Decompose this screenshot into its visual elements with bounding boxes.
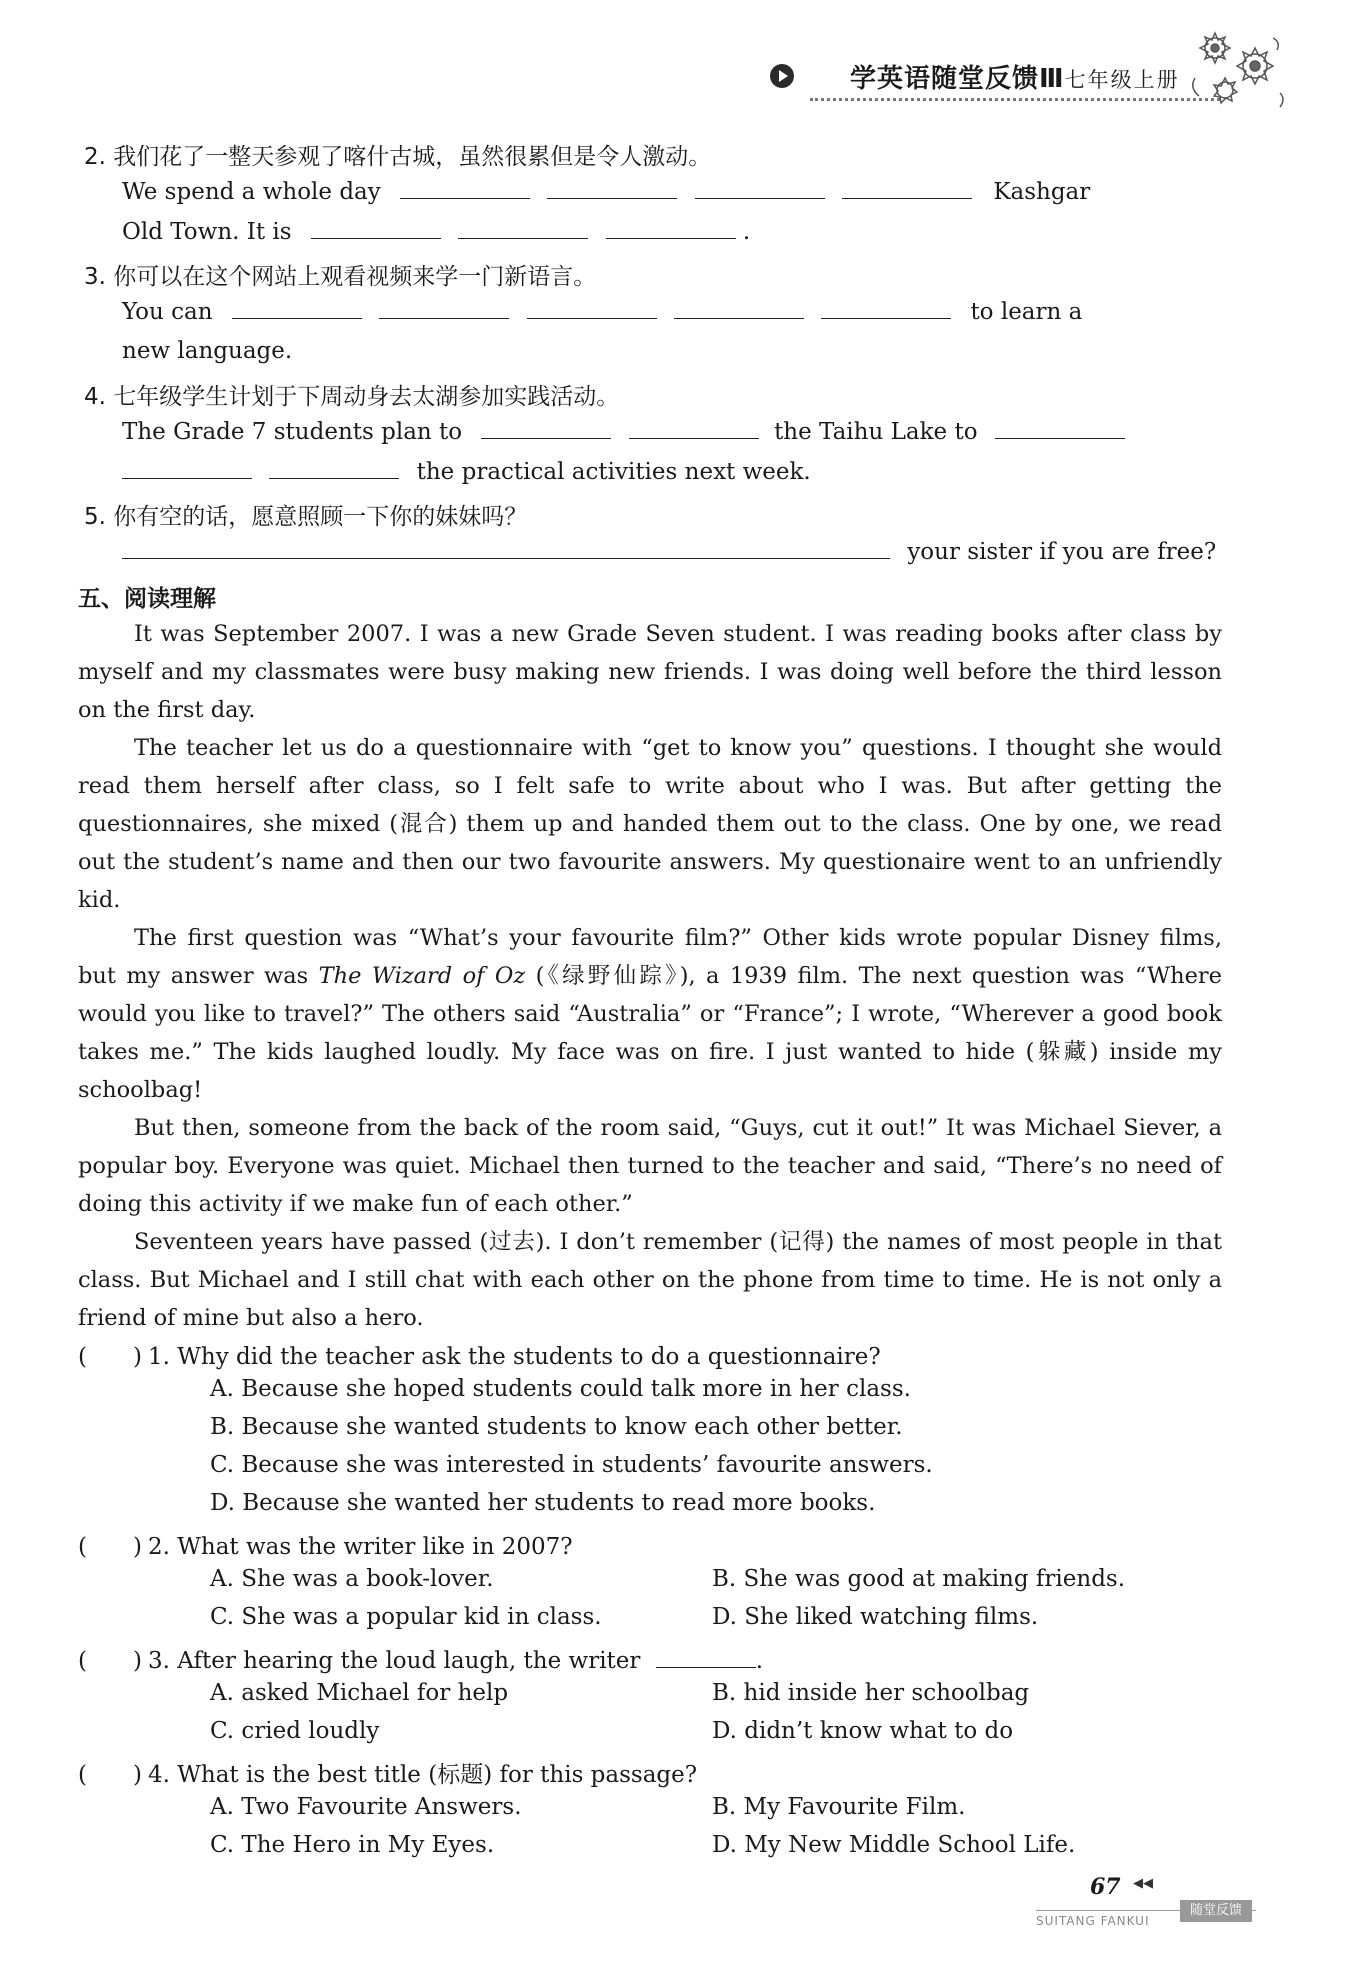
paragraph-text: It was September 2007. I was a new Grade Seven student. I was reading books after class by myself and my classmates were busy making new friends. I was doing well before the third lesson on the first day. <box>78 621 1222 723</box>
question-stem: 4. What is the best title (标题) for this passage? <box>148 1762 698 1788</box>
double-arrow-left-icon: ◀◀ <box>1133 1876 1153 1891</box>
blank[interactable] <box>842 178 972 199</box>
blank[interactable] <box>481 418 611 439</box>
answer-bracket[interactable]: ( ) <box>78 1534 142 1560</box>
blank[interactable] <box>629 418 759 439</box>
blank[interactable] <box>995 418 1125 439</box>
blank[interactable] <box>458 218 588 239</box>
item-4-chinese: 4. 七年级学生计划于下周动身去太湖参加实践活动。 <box>84 384 620 410</box>
item-3-text-end: to learn a <box>970 299 1083 325</box>
film-title: The Wizard of Oz <box>318 963 526 989</box>
blank[interactable] <box>269 458 399 479</box>
option: C. Because she was interested in students’ favourite answers. <box>210 1452 933 1478</box>
item-4-text-end: the practical activities next week. <box>416 459 811 485</box>
blank[interactable] <box>379 298 509 319</box>
question-2 <box>78 1528 573 1561</box>
blank[interactable] <box>674 298 804 319</box>
question-4 <box>78 1756 697 1789</box>
option: D. Because she wanted her students to read more books. <box>210 1490 876 1516</box>
item-2-line-1 <box>122 178 1090 205</box>
blank[interactable] <box>695 178 825 199</box>
passage-paragraph-4 <box>78 1109 1222 1223</box>
paragraph-text: The teacher let us do a questionnaire with “get to know you” questions. I thought she would read them herself after class, so I felt safe to write about who I was. But after getting the questionnaires, she mixed (混合) them up and handed them out to the class. One by one, we read out the student’s name and then our two favourite answers. My questionaire went to an unfriendly kid. <box>78 735 1222 913</box>
option: B. She was good at making friends. <box>712 1566 1126 1592</box>
option: D. didn’t know what to do <box>712 1718 1014 1744</box>
option: D. She liked watching films. <box>712 1604 1039 1630</box>
passage-paragraph-2 <box>78 729 1222 919</box>
paragraph-text: The first question was “What’s your favourite film?” Other kids wrote popular Disney films, but my answer was The Wizard of Oz (《绿野仙踪》), a 1939 film. The next question was “Where would you like to travel?” The others said “Australia” or “France”; I wrote, “Wherever a good book takes me.” The kids laughed loudly. My face was on fire. I just wanted to hide (躲藏) inside my schoolbag! <box>78 925 1222 1103</box>
blank[interactable] <box>232 298 362 319</box>
answer-bracket[interactable]: ( ) <box>78 1648 142 1674</box>
answer-bracket[interactable]: ( ) <box>78 1344 142 1370</box>
paragraph-text: But then, someone from the back of the room said, “Guys, cut it out!” It was Michael Siever, a popular boy. Everyone was quiet. Michael then turned to the teacher and said, “There’s no need of doing this activity if we make fun of each other.” <box>78 1115 1222 1217</box>
option: C. The Hero in My Eyes. <box>210 1832 495 1858</box>
blank[interactable] <box>122 538 890 559</box>
section-title: 五、阅读理解 <box>78 586 216 612</box>
item-3-chinese: 3. 你可以在这个网站上观看视频来学一门新语言。 <box>84 264 597 290</box>
blank[interactable] <box>122 458 252 479</box>
item-2-text-end: Kashgar <box>993 179 1091 205</box>
blank[interactable] <box>656 1647 756 1668</box>
question-stem: 3. After hearing the loud laugh, the writer <box>148 1648 641 1674</box>
blank[interactable] <box>547 178 677 199</box>
option: C. cried loudly <box>210 1718 380 1744</box>
blank[interactable] <box>527 298 657 319</box>
option: B. My Favourite Film. <box>712 1794 966 1820</box>
answer-bracket[interactable]: ( ) <box>78 1762 142 1788</box>
option: A. Because she hoped students could talk more in her class. <box>210 1376 911 1402</box>
question-stem: 1. Why did the teacher ask the students to do a questionnaire? <box>148 1344 881 1370</box>
passage-paragraph-3 <box>78 919 1222 1109</box>
item-4-line-1 <box>122 418 1125 445</box>
option: A. She was a book-lover. <box>210 1566 494 1592</box>
question-1 <box>78 1338 881 1371</box>
page-number: 67 <box>1090 1874 1121 1900</box>
item-4-text-start: The Grade 7 students plan to <box>122 419 463 445</box>
item-3-line-2: new language. <box>122 338 293 364</box>
flower-decoration-icon <box>1185 18 1295 118</box>
item-2-period: . <box>742 219 751 245</box>
item-2-chinese: 2. 我们花了一整天参观了喀什古城，虽然很累但是令人激动。 <box>84 144 712 170</box>
option: B. hid inside her schoolbag <box>712 1680 1030 1706</box>
option: C. She was a popular kid in class. <box>210 1604 602 1630</box>
item-5-chinese: 5. 你有空的话，愿意照顾一下你的妹妹吗？ <box>84 504 528 530</box>
footer-badge: 随堂反馈 <box>1180 1900 1252 1922</box>
blank[interactable] <box>821 298 951 319</box>
item-3-line-1 <box>122 298 1082 325</box>
item-5-line-1 <box>122 538 1216 565</box>
book-subtitle: 七年级上册 <box>1064 68 1180 92</box>
passage-paragraph-5 <box>78 1223 1222 1337</box>
book-title: 学英语随堂反馈Ⅲ七年级上册 <box>850 64 1180 94</box>
option: A. asked Michael for help <box>210 1680 509 1706</box>
item-2-text-line2: Old Town. It is <box>122 219 292 245</box>
footer-series-name: SUITANG FANKUI <box>1036 1914 1150 1928</box>
blank[interactable] <box>400 178 530 199</box>
option: D. My New Middle School Life. <box>712 1832 1076 1858</box>
option: B. Because she wanted students to know each other better. <box>210 1414 903 1440</box>
passage-paragraph-1 <box>78 615 1222 729</box>
item-4-line-2 <box>122 458 811 485</box>
blank[interactable] <box>311 218 441 239</box>
question-stem: 2. What was the writer like in 2007? <box>148 1534 573 1560</box>
question-stem-end: . <box>755 1648 764 1674</box>
header-dotted-rule <box>810 98 1220 101</box>
item-5-text-end: your sister if you are free? <box>907 539 1217 565</box>
question-3 <box>78 1642 763 1675</box>
item-4-text-mid: the Taihu Lake to <box>774 419 978 445</box>
option: A. Two Favourite Answers. <box>210 1794 522 1820</box>
paragraph-text: Seventeen years have passed (过去). I don’t remember (记得) the names of most people in that class. But Michael and I still chat with each other on the phone from time to time. He is not only a friend of mine but also a hero. <box>78 1229 1222 1331</box>
item-2-line-2 <box>122 218 750 245</box>
blank[interactable] <box>606 218 736 239</box>
item-2-text-start: We spend a whole day <box>122 179 381 205</box>
item-3-text-start: You can <box>122 299 213 325</box>
play-bullet-icon <box>770 64 794 88</box>
